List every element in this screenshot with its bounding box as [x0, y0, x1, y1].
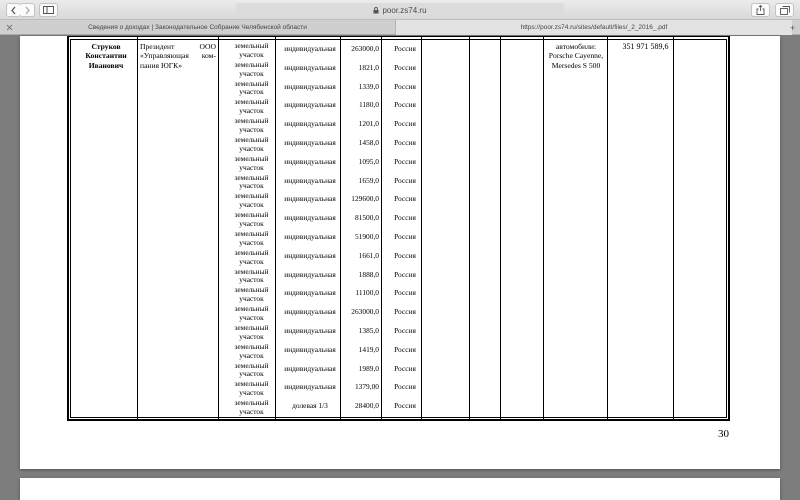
property-type: земельный участок [234, 172, 269, 191]
ownership-type: индивидуальная [284, 269, 336, 279]
ownership-type: индивидуальная [284, 250, 336, 260]
ownership-type: индивидуальная [284, 119, 336, 129]
sidebar-button[interactable] [39, 3, 58, 17]
property-area: 1095,0 [358, 156, 379, 166]
property-type: земельный участок [234, 153, 269, 172]
table-row [69, 286, 728, 305]
property-country: Россия [394, 382, 416, 392]
property-area: 263000,0 [351, 307, 379, 317]
property-area: 51900,0 [354, 232, 379, 241]
next-pdf-page [20, 478, 780, 500]
ownership-type: индивидуальная [284, 138, 336, 147]
chevron-right-icon [24, 6, 31, 15]
tab-title: https://poor.zs74.ru/sites/default/files/_2_2016_.pdf [520, 24, 668, 31]
lock-icon [373, 7, 379, 14]
table-row [69, 362, 728, 381]
property-area: 1339,0 [358, 81, 379, 91]
property-country: Россия [394, 156, 416, 166]
property-type: земельный участок [234, 285, 269, 304]
table-row [69, 174, 728, 193]
tab-bar [0, 20, 800, 35]
property-type: земельный участок [234, 41, 269, 59]
property-type: земельный участок [234, 398, 269, 416]
table-row [69, 268, 728, 287]
table-row [69, 380, 728, 399]
ownership-type: индивидуальная [284, 156, 336, 166]
address-bar[interactable] [236, 3, 564, 17]
ownership-type: индивидуальная [284, 382, 336, 392]
property-area: 1659,0 [358, 175, 379, 185]
property-type: земельный участок [234, 266, 269, 285]
property-country: Россия [394, 250, 416, 260]
table-row [69, 98, 728, 117]
ownership-type: индивидуальная [284, 175, 336, 185]
property-country: Россия [394, 401, 416, 411]
ownership-type: индивидуальная [284, 62, 336, 72]
table-row [69, 305, 728, 324]
share-icon [756, 5, 765, 15]
ownership-type: индивидуальная [284, 363, 336, 373]
share-button[interactable] [751, 3, 770, 17]
browser-toolbar [0, 0, 800, 20]
property-type: земельный участок [234, 229, 269, 247]
property-type: земельный участок [234, 59, 269, 78]
property-country: Россия [394, 81, 416, 91]
property-area: 1458,0 [358, 138, 379, 147]
income-value: 351 971 589,6 [622, 42, 669, 51]
property-country: Россия [394, 44, 416, 53]
plus-icon[interactable]: + [790, 23, 796, 33]
pdf-viewer[interactable] [0, 36, 800, 500]
url-text: poor.zs74.ru [382, 5, 427, 15]
close-icon[interactable] [6, 24, 13, 31]
declaration-table [67, 36, 730, 421]
property-country: Россия [394, 138, 416, 147]
property-area: 1821,0 [358, 62, 379, 72]
property-country: Россия [394, 213, 416, 223]
ownership-type: индивидуальная [284, 81, 336, 91]
property-country: Россия [394, 344, 416, 354]
ownership-type: индивидуальная [284, 344, 336, 354]
property-type: земельный участок [234, 116, 269, 134]
table-row [69, 136, 728, 155]
property-type: земельный участок [234, 304, 269, 322]
ownership-type: долевая 1/3 [292, 401, 328, 411]
property-type: земельный участок [234, 191, 269, 210]
forward-button[interactable] [20, 3, 35, 17]
table-row [69, 80, 728, 99]
property-type: земельный участок [234, 323, 269, 341]
property-country: Россия [394, 194, 416, 204]
ownership-type: индивидуальная [284, 232, 336, 241]
ownership-type: индивидуальная [284, 288, 336, 298]
ownership-type: индивидуальная [284, 194, 336, 204]
property-type: земельный участок [234, 78, 269, 97]
tabs-overview-icon [780, 6, 790, 15]
property-type: земельный участок [234, 247, 269, 266]
property-country: Россия [394, 232, 416, 241]
ownership-type: индивидуальная [284, 213, 336, 223]
table-row [69, 42, 728, 61]
property-country: Россия [394, 269, 416, 279]
table-row [69, 211, 728, 230]
table-row [69, 155, 728, 174]
pdf-page [20, 36, 780, 469]
tab-title: Сведения о доходах | Законодательное Собрание Челябинской области [88, 24, 307, 31]
tab-1[interactable] [0, 20, 396, 35]
table-row [69, 192, 728, 211]
table-row [69, 61, 728, 80]
property-area: 1379,00 [354, 382, 379, 392]
page-number: 30 [718, 428, 729, 440]
table-row [69, 343, 728, 362]
chevron-left-icon [10, 6, 17, 15]
ownership-type: индивидуальная [284, 100, 336, 110]
property-area: 1989,0 [358, 363, 379, 373]
property-area: 1888,0 [358, 269, 379, 279]
property-area: 129600,0 [351, 194, 379, 204]
property-area: 1180,0 [358, 100, 379, 110]
property-country: Россия [394, 119, 416, 129]
property-area: 1201,0 [358, 119, 379, 129]
property-type: земельный участок [234, 97, 269, 116]
table-row [69, 324, 728, 343]
property-area: 1661,0 [358, 250, 379, 260]
position-text: Президент ООО «Управляющая ком- пания ЮГК» [140, 42, 216, 70]
property-type: земельный участок [234, 341, 269, 360]
property-area: 28400,0 [354, 401, 379, 411]
back-button[interactable] [6, 3, 21, 17]
vehicles-text: автомобили: Porsche Cayenne, Mersedes S 500 [548, 42, 604, 70]
table-row [69, 399, 728, 418]
property-country: Россия [394, 62, 416, 72]
property-type: земельный участок [234, 135, 269, 153]
tabs-overview-button[interactable] [775, 3, 794, 17]
property-area: 1385,0 [358, 326, 379, 335]
property-country: Россия [394, 326, 416, 335]
property-area: 263000,0 [351, 44, 379, 53]
property-type: земельный участок [234, 210, 269, 228]
property-area: 81500,0 [354, 213, 379, 223]
table-row [69, 117, 728, 136]
property-type: земельный участок [234, 360, 269, 379]
property-country: Россия [394, 100, 416, 110]
property-area: 11100,0 [355, 288, 379, 298]
property-area: 1419,0 [358, 344, 379, 354]
ownership-type: индивидуальная [284, 44, 336, 53]
tab-2[interactable] [396, 20, 792, 35]
property-country: Россия [394, 288, 416, 298]
person-name: Струков Константин Иванович [85, 42, 127, 70]
property-country: Россия [394, 363, 416, 373]
property-type: земельный участок [234, 379, 269, 398]
ownership-type: индивидуальная [284, 326, 336, 335]
table-row [69, 249, 728, 268]
property-country: Россия [394, 175, 416, 185]
sidebar-icon [43, 6, 54, 14]
table-row [69, 230, 728, 249]
property-country: Россия [394, 307, 416, 317]
ownership-type: индивидуальная [284, 307, 336, 317]
